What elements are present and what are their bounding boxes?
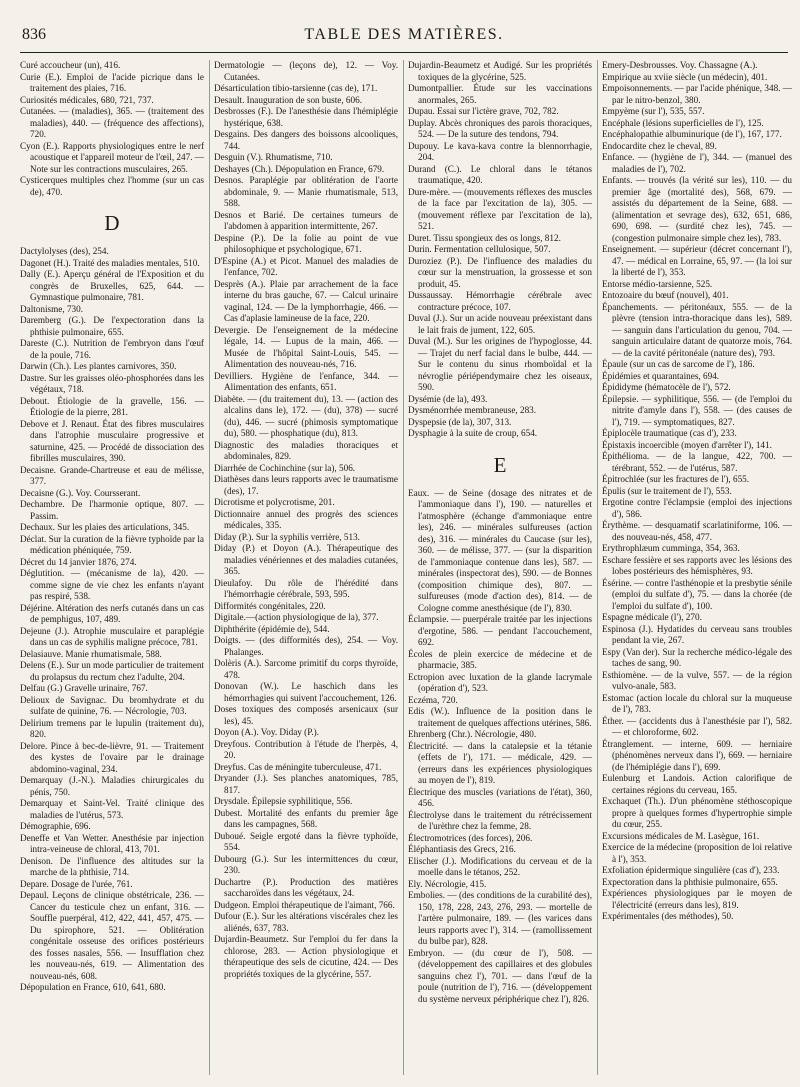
index-entry: Desbrosses (F.). De l'anesthésie dans l'hémiplégie hystérique, 638.: [214, 106, 398, 128]
index-entry: Épistaxis incoercible (moyen d'arrêter l'), 141.: [602, 439, 772, 450]
index-entry: D'Espine (A.) et Picot. Manuel des maladies de l'enfance, 702.: [214, 255, 398, 277]
index-entry: Espinosa (J.). Hydatides du cerveau sans troubles pendant la vie, 267.: [602, 623, 792, 645]
index-entry: Exercice de la médecine (proposition de loi relative à l'), 353.: [602, 842, 792, 864]
index-entry: Déjérine. Altération des nerfs cutanés dans un cas de pemphigus, 107, 489.: [20, 602, 204, 624]
index-entry: Entorse médio-tarsienne, 525.: [602, 278, 713, 289]
index-entry: Duplay. Abcès chroniques des parois thoraciques, 524. — De la suture des tendons, 794.: [408, 117, 592, 139]
index-entry: Erythrophlæum cumminga, 354, 363.: [602, 543, 740, 553]
index-entry: Difformités congénitales, 220.: [214, 600, 326, 611]
index-entry: Delore. Pince à bec-de-lièvre, 91. — Traitement des kystes de l'ovaire par le drainage abdomino-vaginal, 234.: [20, 740, 204, 774]
index-entry: Épidémies et quarantaines, 694.: [602, 370, 720, 381]
index-entry: Debove et J. Renaut. État des fibres musculaires dans l'atrophie musculaire progressive et saturnine, 425. — Procédé de dissociation des fibrilles musculaires, 390.: [20, 418, 204, 463]
index-entry: Dyspepsie (de la), 307, 313.: [408, 416, 512, 427]
index-entry: Diabète. — (du traitement du), 13. — (action des alcalins dans le), 172. — (du), 378) — sucré (du), 446. — sucré (phimosis symptomatique du), 580. — phosphatique (du), 813.: [214, 393, 398, 438]
index-entry: Eczéma, 720.: [408, 694, 458, 705]
index-entry: Dure-mère. — (mouvements réflexes des muscles de la face par l'excitation de la), 305. — (mouvement réflexe par l'excitation de la), 521.: [408, 186, 592, 231]
index-entry: Devergie. De l'enseignement de la médecine légale, 14. — Lupus de la main, 466. — Musée de l'hôpital Saint-Louis, 545. — Alimentation des nouveau-nés, 716.: [214, 324, 398, 369]
index-entry: Enfance. — (hygiène de l'), 344. — (manuel des maladies de l'), 702.: [602, 152, 792, 174]
index-entry: Dareste (C.). Nutrition de l'embryon dans l'œuf de la poule, 716.: [20, 338, 204, 360]
index-entry: Épididyme (hématocèle de l'), 572.: [602, 382, 731, 392]
index-entry: Embryon. — (du cœur de l'), 508. — (développement des capillaires et des globules sanguins chez l'), 701. — dans l'œuf de la poule (nutrition de l'), 716. — (développement du système nerveux périphérique chez l'), 826.: [408, 947, 592, 1004]
index-entry: Deneffe et Van Wetter. Anesthésie par injection intra-veineuse de chloral, 413, 701.: [20, 832, 204, 854]
index-entry: Électromotrices (des forces), 206.: [408, 832, 533, 843]
index-entry: Durin. Fermentation cellulosique, 507.: [408, 244, 551, 254]
index-entry: Ergotine contre l'éclampsie (emploi des injections d'), 586.: [602, 497, 792, 519]
index-entry: Déglutition. — (mécanisme de la), 420. — comme signe de vie chez les enfants n'ayant pas respiré, 538.: [20, 568, 204, 601]
page-header: [20, 22, 788, 53]
index-entry: Embolies. — (des conditions de la curabilité des), 150, 178, 228, 243, 276, 293. — mortelle de l'artère pulmonaire, 189. — (les varices dans leurs rapports avec l'), 314. — (ramollissement du bulbe par), 828.: [408, 890, 592, 946]
index-column-1: [20, 60, 204, 1080]
index-entry: Épilepsie. — syphilitique, 556. — (de l'emploi du nitrite d'amyle dans l'), 558. — (des causes de l'), 719. — symptomatiques, 827.: [602, 393, 792, 427]
index-entry: Drysdale. Épilepsie syphilitique, 556.: [214, 796, 353, 806]
index-entry: Daremberg (G.). De l'expectoration dans la phthisie pulmonaire, 655.: [20, 315, 204, 337]
index-column-2: [214, 60, 398, 1080]
index-entry: Dally (E.). Aperçu général de l'Exposition et du congrès de Bruxelles, 625, 644. — Gymnastique pulmonaire, 781.: [20, 269, 204, 302]
index-entry: Empirique au xviie siècle (un médecin), 401.: [602, 71, 768, 82]
index-column-4: [602, 60, 792, 1080]
index-entry: Curé accoucheur (un), 416.: [20, 60, 121, 70]
index-entry: Érythème. — desquamatif scarlatiniforme, 106. — des nouveau-nés, 458, 477.: [602, 520, 792, 542]
index-entry: Dactylolyses (des), 254.: [20, 246, 109, 256]
index-entry: Épitrochlée (sur les fractures de l'), 655.: [602, 474, 750, 484]
index-entry: Dépopulation en France, 610, 641, 680.: [20, 982, 166, 992]
index-entry: Desguin (V.). Rhumatisme, 710.: [214, 152, 333, 162]
index-entry: Exchaquet (Th.). D'un phénomène stéthoscopique propre à quelques formes d'hypertrophie simple du cœur, 255.: [602, 796, 792, 829]
index-entry: Eulenburg et Landois. Action calorifique de certaines régions du cerveau, 165.: [602, 773, 792, 795]
index-entry: Diagnostic des maladies thoraciques et abdominales, 829.: [214, 439, 398, 461]
index-entry: Enfants. — trouvés (la vérité sur les), 110. — du premier âge (mortalité des), 568, 679. — assistés du département de la Seine, 688. — (alimentation et sevrage des), 632, 651, 686, 690, 698. — (surdité chez les), 745. — (congestion pulmonaire simple chez les), 783.: [602, 175, 792, 243]
index-entry: Elischer (J.). Modifications du cerveau et de la moelle dans le tétanos, 252.: [408, 855, 592, 877]
index-entry: Éther. — (accidents dus à l'anesthésie par l'), 582. — et chloroforme, 602.: [602, 715, 792, 737]
index-entry: Delasiauve. Manie rhumatismale, 588.: [20, 648, 162, 659]
index-entry: Doses toxiques des composés arsenicaux (sur les), 45.: [214, 704, 398, 726]
section-letter: D: [104, 211, 120, 235]
index-entry: Curiosités médicales, 680, 721, 737.: [20, 94, 154, 105]
index-entry: Éclampsie. — puerpérale traitée par les injections d'ergotine, 586. — pendant l'accouchement, 692.: [408, 614, 592, 647]
index-entry: Donovan (W.). Le haschich dans les hémorrhagies qui suivent l'accouchement, 126.: [214, 681, 398, 703]
index-entry: Edis (W.). Influence de la position dans le traitement de quelques affections utérines, 586.: [408, 706, 592, 728]
index-entry: Dujardin-Beaumetz. Sur l'emploi du fer dans la chlorose, 283. — Action physiologique et thérapeutique des sels de cicutine, 424. — Des propriétés toxiques de la glycérine, 557.: [214, 934, 398, 979]
index-entry: Dupouy. Le kava-kava contre la blennorrhagie, 204.: [408, 140, 592, 162]
index-entry: Dryander (J.). Ses planches anatomiques, 785, 817.: [214, 773, 398, 795]
index-entry: Delirium tremens par le lupulin (traitement du), 820.: [20, 717, 204, 739]
index-entry: Dysphagie à la suite de croup, 654.: [408, 428, 538, 438]
index-entry: Démographie, 696.: [20, 821, 91, 831]
index-entry: Ectropion avec luxation de la glande lacrymale (opération d'), 523.: [408, 671, 592, 693]
index-entry: Decaisne (G.). Voy. Coursserant.: [20, 487, 141, 498]
index-entry: Excursions médicales de M. Lasègue, 161.: [602, 830, 760, 841]
index-entry: Déclat. Sur la curation de la fièvre typhoïde par la médication phéniquée, 759.: [20, 533, 204, 555]
index-entry: Exfoliation épidermique singulière (cas d'), 233.: [602, 865, 780, 875]
index-entry: Empyème (sur l'), 535, 557.: [602, 106, 705, 116]
column-divider: [403, 60, 404, 1075]
index-entry: Endocardite chez le cheval, 89.: [602, 140, 717, 151]
index-entry: Depare. Dosage de l'urée, 761.: [20, 878, 133, 889]
index-entry: Dujardin-Beaumetz et Audigé. Sur les propriétés toxiques de la glycérine, 525.: [408, 60, 592, 82]
index-entry: Doyon (A.). Voy. Diday (P.).: [214, 727, 319, 737]
index-entry: Espagne médicale (l'), 270.: [602, 612, 702, 622]
index-entry: Décret du 14 janvier 1876, 274.: [20, 556, 137, 567]
index-entry: Duret. Tissu spongieux des os longs, 812.: [408, 232, 561, 243]
index-entry: Desnos. Paraplégie par oblitération de l'aorte abdominale, 9. — Manie rhumatismale, 513, 588.: [214, 175, 398, 208]
index-entry: Curie (E.). Emploi de l'acide picrique dans le traitement des plaies, 716.: [20, 71, 204, 93]
index-entry: Delioux de Savignac. Du bromhydrate et du sulfate de quinine, 76. — Nécrologie, 703.: [20, 694, 204, 716]
index-entry: Dubest. Mortalité des enfants du premier âge dans les campagnes, 568.: [214, 807, 398, 829]
index-entry: Eaux. — de Seine (dosage des nitrates et de l'ammoniaque dans l'), 190. — naturelles et l'atmosphère (échange d'ammoniaque entre les), 246. — minérales sulfureuses (action des), 316. — minérales du Caucase (sur les), 360. — de mélisse, 377. — (sur la disparition de l'ammoniaque contenue dans les), 587. — minérales (inspectorat des), 590. — de Bonnes (composition chimique des), 807. — sulfureuses (mode d'action des), 814. — de Cologne comme anesthésique (de l'), 830.: [408, 487, 592, 613]
index-entry: Duboué. Seigle ergoté dans la fièvre typhoïde, 554.: [214, 830, 398, 852]
index-entry: Dieulafoy. Du rôle de l'hérédité dans l'hémorrhagie cérébrale, 593, 595.: [214, 577, 398, 599]
index-entry: Dechaux. Sur les plaies des articulations, 345.: [20, 522, 190, 532]
index-entry: Expectoration dans la phthisie pulmonaire, 655.: [602, 876, 778, 887]
index-entry: Desgains. Des dangers des boissons alcooliques, 744.: [214, 129, 398, 151]
index-entry: Dictionnaire annuel des progrès des sciences médicales, 335.: [214, 508, 398, 530]
index-entry: Dysménorrhée membraneuse, 283.: [408, 405, 537, 415]
index-entry: Dubourg (G.). Sur les intermittences du cœur, 230.: [214, 853, 398, 875]
index-entry: Darwin (Ch.). Les plantes carnivores, 350.: [20, 361, 177, 371]
index-entry: Decaisne. Grande-Chartreuse et eau de mélisse, 377.: [20, 464, 204, 486]
index-entry: Dreyfus. Cas de méningite tuberculeuse, 471.: [214, 761, 382, 772]
index-entry: Étranglement. — interne, 609. — herniaire (phénomènes nerveux dans l'), 669. — herniaire (de l'hémiplégie dans l'), 699.: [602, 738, 792, 772]
index-entry: Denison. De l'influence des altitudes sur la marche de la phthisie, 714.: [20, 855, 204, 877]
index-entry: Digitale.—(action physiologique de la), 377.: [214, 612, 379, 622]
index-entry: Dechambre. De l'harmonie optique, 807. — Passim.: [20, 499, 204, 521]
index-entry: Desnos et Barié. De certaines tumeurs de l'abdomen à apparition intermittente, 267.: [214, 209, 398, 231]
index-entry: Cutanées. — (maladies), 365. — (traitement des maladies), 440. — (fréquence des affections), 720.: [20, 106, 204, 139]
index-entry: Demarquay et Saint-Vel. Traité clinique des maladies de l'utérus, 573.: [20, 798, 204, 820]
index-entry: Épithélioma. — de la langue, 422, 700. — térébrant, 552. — de l'utérus, 587.: [602, 451, 792, 473]
index-entry: Eschare fessière et ses rapports avec les lésions des lobes postérieurs des hémisphères, 93.: [602, 554, 792, 576]
index-entry: Diday (P.). Sur la syphilis verrière, 513.: [214, 531, 360, 542]
index-entry: Enseignement. — supérieur (décret concernant l'), 47. — médical en Lorraine, 65, 97. — (la loi sur la liberté de l'), 353.: [602, 244, 792, 277]
index-entry: Électrolyse dans le traitement du rétrécissement de l'urèthre chez la femme, 28.: [408, 809, 592, 831]
index-entry: Dudgeon. Emploi thérapeutique de l'aimant, 766.: [214, 899, 395, 910]
index-entry: Esthiomène. — de la vulve, 557. — de la région vulvo-anale, 583.: [602, 669, 792, 691]
index-entry: Dufour (E.). Sur les altérations viscérales chez les aliénés, 637, 783.: [214, 911, 398, 933]
index-entry: Delfau (G.) Gravelle urinaire, 767.: [20, 683, 148, 693]
index-entry: Expériences physiologiques par le moyen de l'électricité (erreurs dans les), 819.: [602, 888, 792, 910]
index-entry: Ésérine. — contre l'asthénopie et la presbytie sénile (emploi du sulfate d'), 75. — dans la chorée (de l'emploi du sulfate d'), 100.: [602, 577, 792, 611]
index-entry: Entozoaire du bœuf (nouvel), 401.: [602, 290, 729, 300]
page-title: TABLE DES MATIÈRES.: [304, 26, 504, 43]
index-entry: Éléphantiasis des Grecs, 216.: [408, 844, 516, 854]
index-entry: Duchartre (P.). Production des matières saccharoïdes dans les végétaux, 24.: [214, 876, 398, 898]
index-entry: Épulis (sur le traitement de l'), 553.: [602, 485, 732, 496]
index-entry: Duroziez (P.). De l'influence des maladies du cœur sur la menstruation, la grossesse et son produit, 45.: [408, 255, 592, 289]
index-entry: Cysticerques multiples chez l'homme (sur un cas de), 470.: [20, 175, 204, 197]
index-entry: Estomac (action locale du chloral sur la muqueuse de l'), 783.: [602, 692, 792, 714]
index-entry: Deshayes (Ch.). Dépopulation en France, 679.: [214, 163, 385, 174]
index-entry: Emery-Desbrousses. Voy. Chassagne (A.).: [602, 60, 758, 70]
page-number: 836: [22, 26, 46, 43]
index-entry: Duval (M.). Sur les origines de l'hypoglosse, 44. — Trajet du nerf facial dans le bulbe, 444. — Sur le contenu du sinus rhomboïdal et la névroglie périépendymaire chez les oiseaux, 590.: [408, 336, 592, 392]
index-entry: Dussaussay. Hémorrhagie cérébrale avec contracture précoce, 107.: [408, 290, 592, 312]
index-entry: Doigts. — (des difformités des), 254. — Voy. Phalanges.: [214, 635, 398, 657]
index-entry: Écoles de plein exercice de médecine et de pharmacie, 385.: [408, 648, 592, 670]
index-entry: Diday (P.) et Doyon (A.). Thérapeutique des maladies vénériennes et des maladies cutanées, 365.: [214, 543, 398, 576]
index-entry: Durand (C.). Le chloral dans le tétanos traumatique, 420.: [408, 163, 592, 185]
index-entry: Demarquay (J.-N.). Maladies chirurgicales du pénis, 750.: [20, 775, 204, 797]
index-entry: Dermatologie — (leçons de), 12. — Voy. Cutanées.: [214, 60, 398, 82]
section-letter: E: [493, 452, 507, 477]
index-entry: Expérimentales (des méthodes), 50.: [602, 911, 734, 921]
index-entry: Devilliers. Hygiène de l'enfance, 344. — Alimentation des enfants, 651.: [214, 370, 398, 392]
index-entry: Épaule (sur un cas de sarcome de l'), 186.: [602, 359, 755, 369]
index-entry: Espy (Van der). Sur la recherche médico-légale des taches de sang, 90.: [602, 646, 792, 668]
index-entry: Debout. Étiologie de la gravelle, 156. — Étiologie de la pierre, 281.: [20, 395, 204, 417]
index-entry: Desault. Inauguration de son buste, 606.: [214, 94, 362, 105]
index-entry: Dreyfous. Contribution à l'étude de l'herpès, 4, 20.: [214, 738, 398, 760]
index-entry: Cyon (E.). Rapports physiologiques entre le nerf acoustique et l'appareil moteur de l'œil, 247. — Note sur les contractions musculaires, 265.: [20, 140, 204, 174]
index-entry: Delens (E.). Sur un mode particulier de traitement du prolapsus du rectum chez l'adulte, 204.: [20, 660, 204, 682]
index-entry: Encéphale (lésions superficielles de l'), 125.: [602, 117, 764, 128]
index-entry: Despine (P.). De la folie au point de vue philosophique et psychologique, 671.: [214, 232, 398, 254]
index-entry: Ehrenberg (Chr.). Nécrologie, 480.: [408, 729, 537, 739]
index-entry: Duval (J.). Sur un acide nouveau préexistant dans le lait frais de jument, 122, 605.: [408, 313, 592, 335]
index-entry: Depaul. Leçons de clinique obstétricale, 236. — Cancer du testicule chez un enfant, 316. — Souffle puerpéral, 412, 422, 441, 457, 475. — Du spirophore, 521. — Oblitération congénitale osseuse des orifices postérieurs des fosses nasales, 556. — Insufflation chez les nouveau-nés, 619. — Alimentation des nouveau-nés, 608.: [20, 890, 204, 981]
index-entry: Épanchements. — péritonéaux, 555. — de la plèvre (tension intra-thoracique dans les), 589. — sanguin dans l'articulation du genou, 704. — sanguin articulaire datant de quatorze mois, 764. — de la cavité péritonéale (nature des), 793.: [602, 301, 792, 358]
column-divider: [209, 60, 210, 1075]
column-divider: [597, 60, 598, 1075]
index-entry: Dupau. Essai sur l'ictère grave, 702, 782.: [408, 106, 559, 116]
index-entry: Dejeune (J.). Atrophie musculaire et paraplégie dans un cas de syphilis maligne précoce, 781.: [20, 625, 204, 647]
index-entry: Dagonet (H.). Traité des maladies mentales, 510.: [20, 257, 200, 268]
index-entry: Diphthérite (épidémie de), 544.: [214, 623, 330, 634]
index-entry: Empoisonnements. — par l'acide phénique, 348. — par le nitro-benzol, 380.: [602, 83, 792, 105]
index-entry: Diarrhée de Cochinchine (sur la), 506.: [214, 462, 356, 473]
index-entry: Ely. Nécrologie, 415.: [408, 878, 487, 889]
index-entry: Électricité. — dans la catalepsie et la tétanie (effets de l'), 171. — médicale, 429. — (erreurs dans les expériences physiologiques au moyen de l'), 819.: [408, 740, 592, 785]
index-columns: [20, 60, 794, 1080]
index-entry: Électrique des muscles (variations de l'état), 360, 456.: [408, 786, 592, 808]
index-entry: Daltonisme, 730.: [20, 303, 84, 314]
index-entry: Dastre. Sur les graisses oléo-phosphorées dans les végétaux, 718.: [20, 372, 204, 394]
index-entry: Dumontpallier. Étude sur les vaccinations anormales, 265.: [408, 83, 592, 105]
index-entry: Desprès (A.). Plaie par arrachement de la face interne du bras gauche, 67. — Calcul urinaire vaginal, 124. — De la lymphorrhagie, 466. — Cas d'aplasie lamineuse de la face, 220.: [214, 278, 398, 323]
index-entry: Désarticulation tibio-tarsienne (cas de), 171.: [214, 83, 378, 93]
index-entry: Épiplocèle traumatique (cas d'), 233.: [602, 428, 737, 438]
index-entry: Encéphalopathie albuminurique (de l'), 167, 177.: [602, 129, 782, 139]
index-column-3: [408, 60, 592, 1080]
index-entry: Diathèses dans leurs rapports avec le traumatisme (des), 17.: [214, 474, 398, 496]
index-entry: Dicrotisme et polycrotisme, 201.: [214, 497, 335, 507]
index-entry: Dolèris (A.). Sarcome primitif du corps thyroïde, 478.: [214, 658, 398, 680]
index-entry: Dysémie (de la), 493.: [408, 393, 488, 404]
